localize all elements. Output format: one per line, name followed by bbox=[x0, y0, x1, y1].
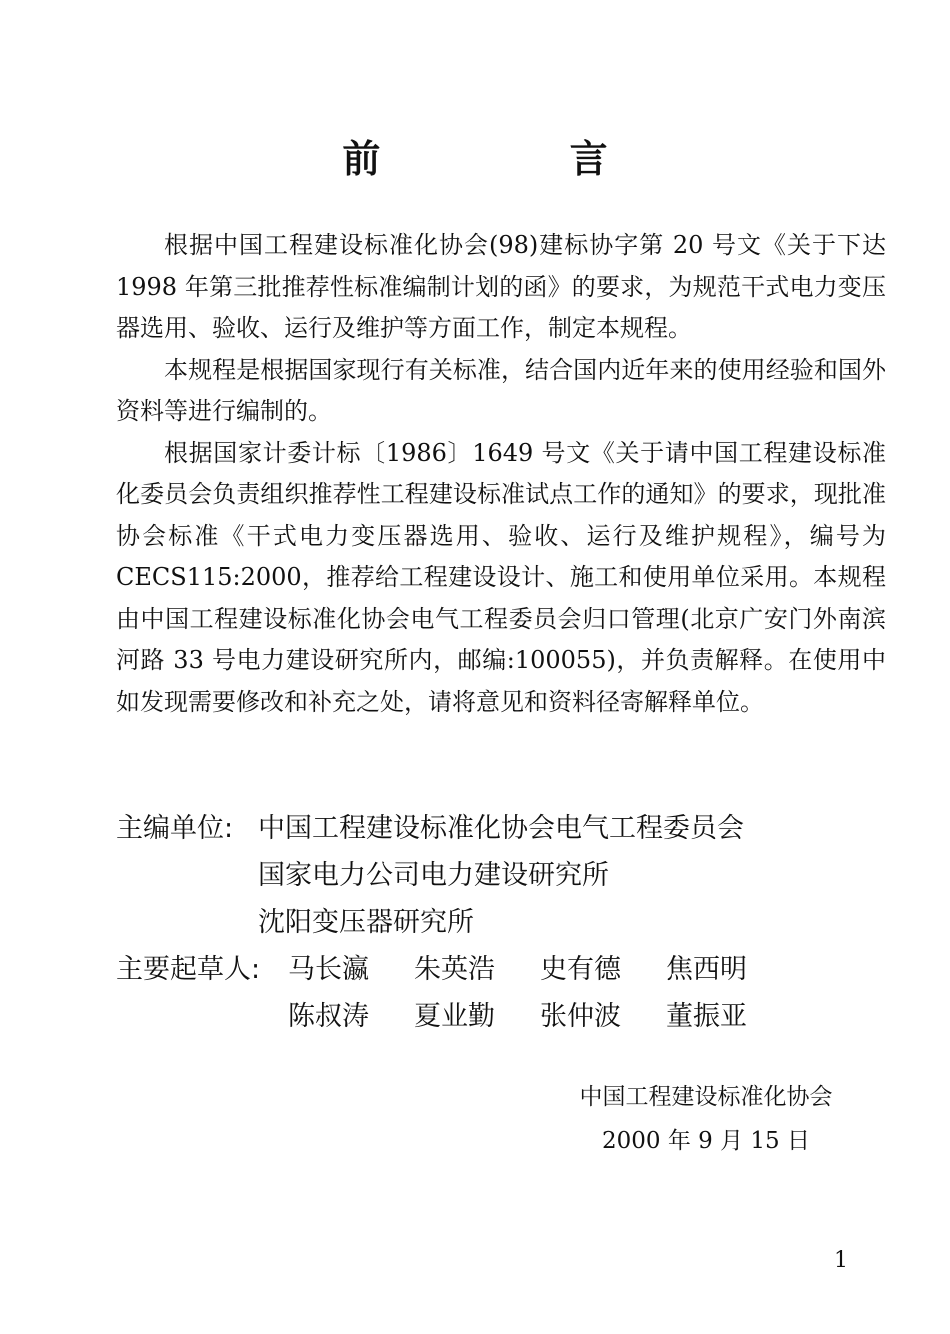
paragraph-2: 本规程是根据国家现行有关标准，结合国内近年来的使用经验和国外资料等进行编制的。 bbox=[116, 355, 886, 425]
chief-unit-3: 沈阳变压器研究所 bbox=[258, 907, 474, 938]
drafter-name: 夏业勤 bbox=[414, 1001, 495, 1032]
chief-unit-2: 国家电力公司电力建设研究所 bbox=[258, 860, 609, 891]
chief-unit-row bbox=[116, 802, 896, 849]
editors-block bbox=[116, 802, 896, 1037]
drafters-label: 主要起草人: bbox=[116, 954, 261, 985]
chief-unit-1: 中国工程建设标准化协会电气工程委员会 bbox=[258, 813, 744, 844]
drafter-name: 董振亚 bbox=[666, 1001, 747, 1032]
paragraph-1: 根据中国工程建设标准化协会(98)建标协字第 20 号文《关于下达 1998 年第三批推荐性标准编制计划的函》的要求，为规范干式电力变压器选用、验收、运行及维护等方面工作，制定本规程。 bbox=[116, 231, 886, 342]
drafter-name: 朱英浩 bbox=[414, 954, 495, 985]
drafter-name: 焦西明 bbox=[666, 954, 747, 985]
page-number: 1 bbox=[834, 1248, 848, 1273]
drafters-row bbox=[116, 990, 896, 1037]
drafter-name: 马长瀛 bbox=[288, 954, 369, 985]
drafter-name: 陈叔涛 bbox=[288, 1001, 369, 1032]
signature-date: 2000 年 9 月 15 日 bbox=[602, 1128, 810, 1154]
drafter-name: 张仲波 bbox=[540, 1001, 621, 1032]
preface-body bbox=[116, 225, 886, 723]
signature-organization: 中国工程建设标准化协会 bbox=[579, 1084, 833, 1110]
chief-unit-row bbox=[116, 849, 896, 896]
paragraph-3: 根据国家计委计标〔1986〕1649 号文《关于请中国工程建设标准化委员会负责组织推荐性工程建设标准试点工作的通知》的要求，现批准协会标准《干式电力变压器选用、验收、运行及维护规程》，编号为 CECS115:2000，推荐给工程建设设计、施工和使用单位采用。本规程由中国工程建设标准化协会电气工程委员会归口管理(北京广安门外南滨河路 33 号电力建设研究所内，邮编:100055)，并负责解释。在使用中如发现需要修改和补充之处，请将意见和资料径寄解释单位。 bbox=[116, 438, 886, 716]
page-title: 前 言 bbox=[342, 137, 696, 181]
drafter-name: 史有德 bbox=[540, 954, 621, 985]
drafters-row bbox=[116, 943, 896, 990]
signature-block bbox=[520, 1075, 892, 1163]
chief-unit-row bbox=[116, 896, 896, 943]
chief-unit-label: 主编单位: bbox=[116, 813, 234, 844]
